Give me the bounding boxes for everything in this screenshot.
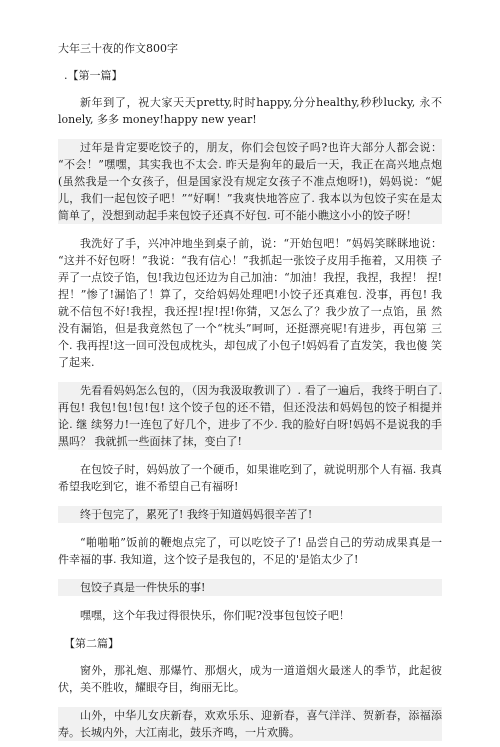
paragraph: 新年到了，祝大家天天pretty,时时happy,分分healthy,秒秒lucky, 永不lonely, 多多 money!happy new year!: [58, 96, 442, 126]
paragraph: 包饺子真是一件快乐的事!: [58, 579, 442, 596]
document-title: 大年三十夜的作文800字: [58, 42, 178, 55]
section-heading-2: 【第二篇】: [64, 637, 119, 650]
paragraph: 先看看妈妈怎么包的，（因为我汲取教训了）. 看了一遍后，我终于明白了. 再包! 我包!包!包!包! 这个饺子包的还不错，但还没法和妈妈包的饺子相提并论. 继 续努力!一连包了好几个，进步了不少. 我的脸好白呀!妈妈不是说我的手黑吗？ 我就抓一些面抹了抹，变白了!: [58, 384, 442, 448]
section-heading-1: .【第一篇】: [64, 69, 123, 82]
paragraph: 嘿嘿，这个年我过得很快乐，你们呢?没事包包饺子吧！: [80, 609, 350, 622]
paragraph: 终于包完了，累死了! 我终于知道妈妈很辛苦了!: [58, 506, 442, 523]
paragraph: 山外，中华儿女庆新春，欢欢乐乐、迎新春，喜气洋洋、贺新春，添福添 寿。长城内外，大江南北，鼓乐齐鸣，一片欢腾。: [58, 709, 442, 739]
paragraph: 我洗好了手，兴冲冲地坐到桌子前，说：“开始包吧！”妈妈笑眯眯地说： “这并不好包呀！”我说：“我有信心！”我抓起一张饺子皮用手拖着，又用筷 子弄了一点饺子馅，包!我边包还边为自己加油：“加油！我捏，我捏，我捏！ 捏!捏！”惨了!漏馅了！算了，交给妈妈处理吧!小饺子还真难包. 没事，再包! 我 就不信包不好!我捏，我还捏!捏!捏!你猜，又怎么了？我少放了一点馅，虽 然没有漏馅，但是我竟然包了一个“枕头”呵呵，还挺漂亮呢!有进步，再包第 三个. 我再捏!这一回可没包成枕头，却包成了小包子!妈妈看了直发笑，我也傻 笑了起来.: [58, 237, 442, 369]
paragraph: 窗外，那礼炮、那爆竹、那烟火，成为一道道烟火最迷人的季节，此起彼 伏，美不胜收，耀眼夺目，绚丽无比。: [58, 664, 442, 694]
paragraph: 过年是肯定要吃饺子的，朋友，你们会包饺子吗?也许大部分人都会说： “不会！”嘿嘿，其实我也不太会. 昨天是狗年的最后一天，我正在高兴地点炮 (虽然我是一个女孩子，但是国家没有规定女孩子不准点炮呀!)，妈妈说：“妮 儿，我们一起包饺子吧！”“好啊！”我爽快地答应了. 我本以为包饺子实在是太 简单了，没想到动起手来包饺子还真不好包. 可不能小瞧这小小的饺子呀！: [58, 141, 442, 222]
paragraph: “啪啪啪”饭前的鞭炮点完了，可以吃饺子了! 品尝自己的劳动成果真是一 件幸福的事. 我知道，这个饺子是我包的，不足的'是馅太少了!: [58, 536, 442, 566]
paragraph: 在包饺子时，妈妈放了一个硬币，如果谁吃到了，就说明那个人有福. 我真 希望我吃到它，谁不希望自己有福呀!: [58, 463, 442, 493]
